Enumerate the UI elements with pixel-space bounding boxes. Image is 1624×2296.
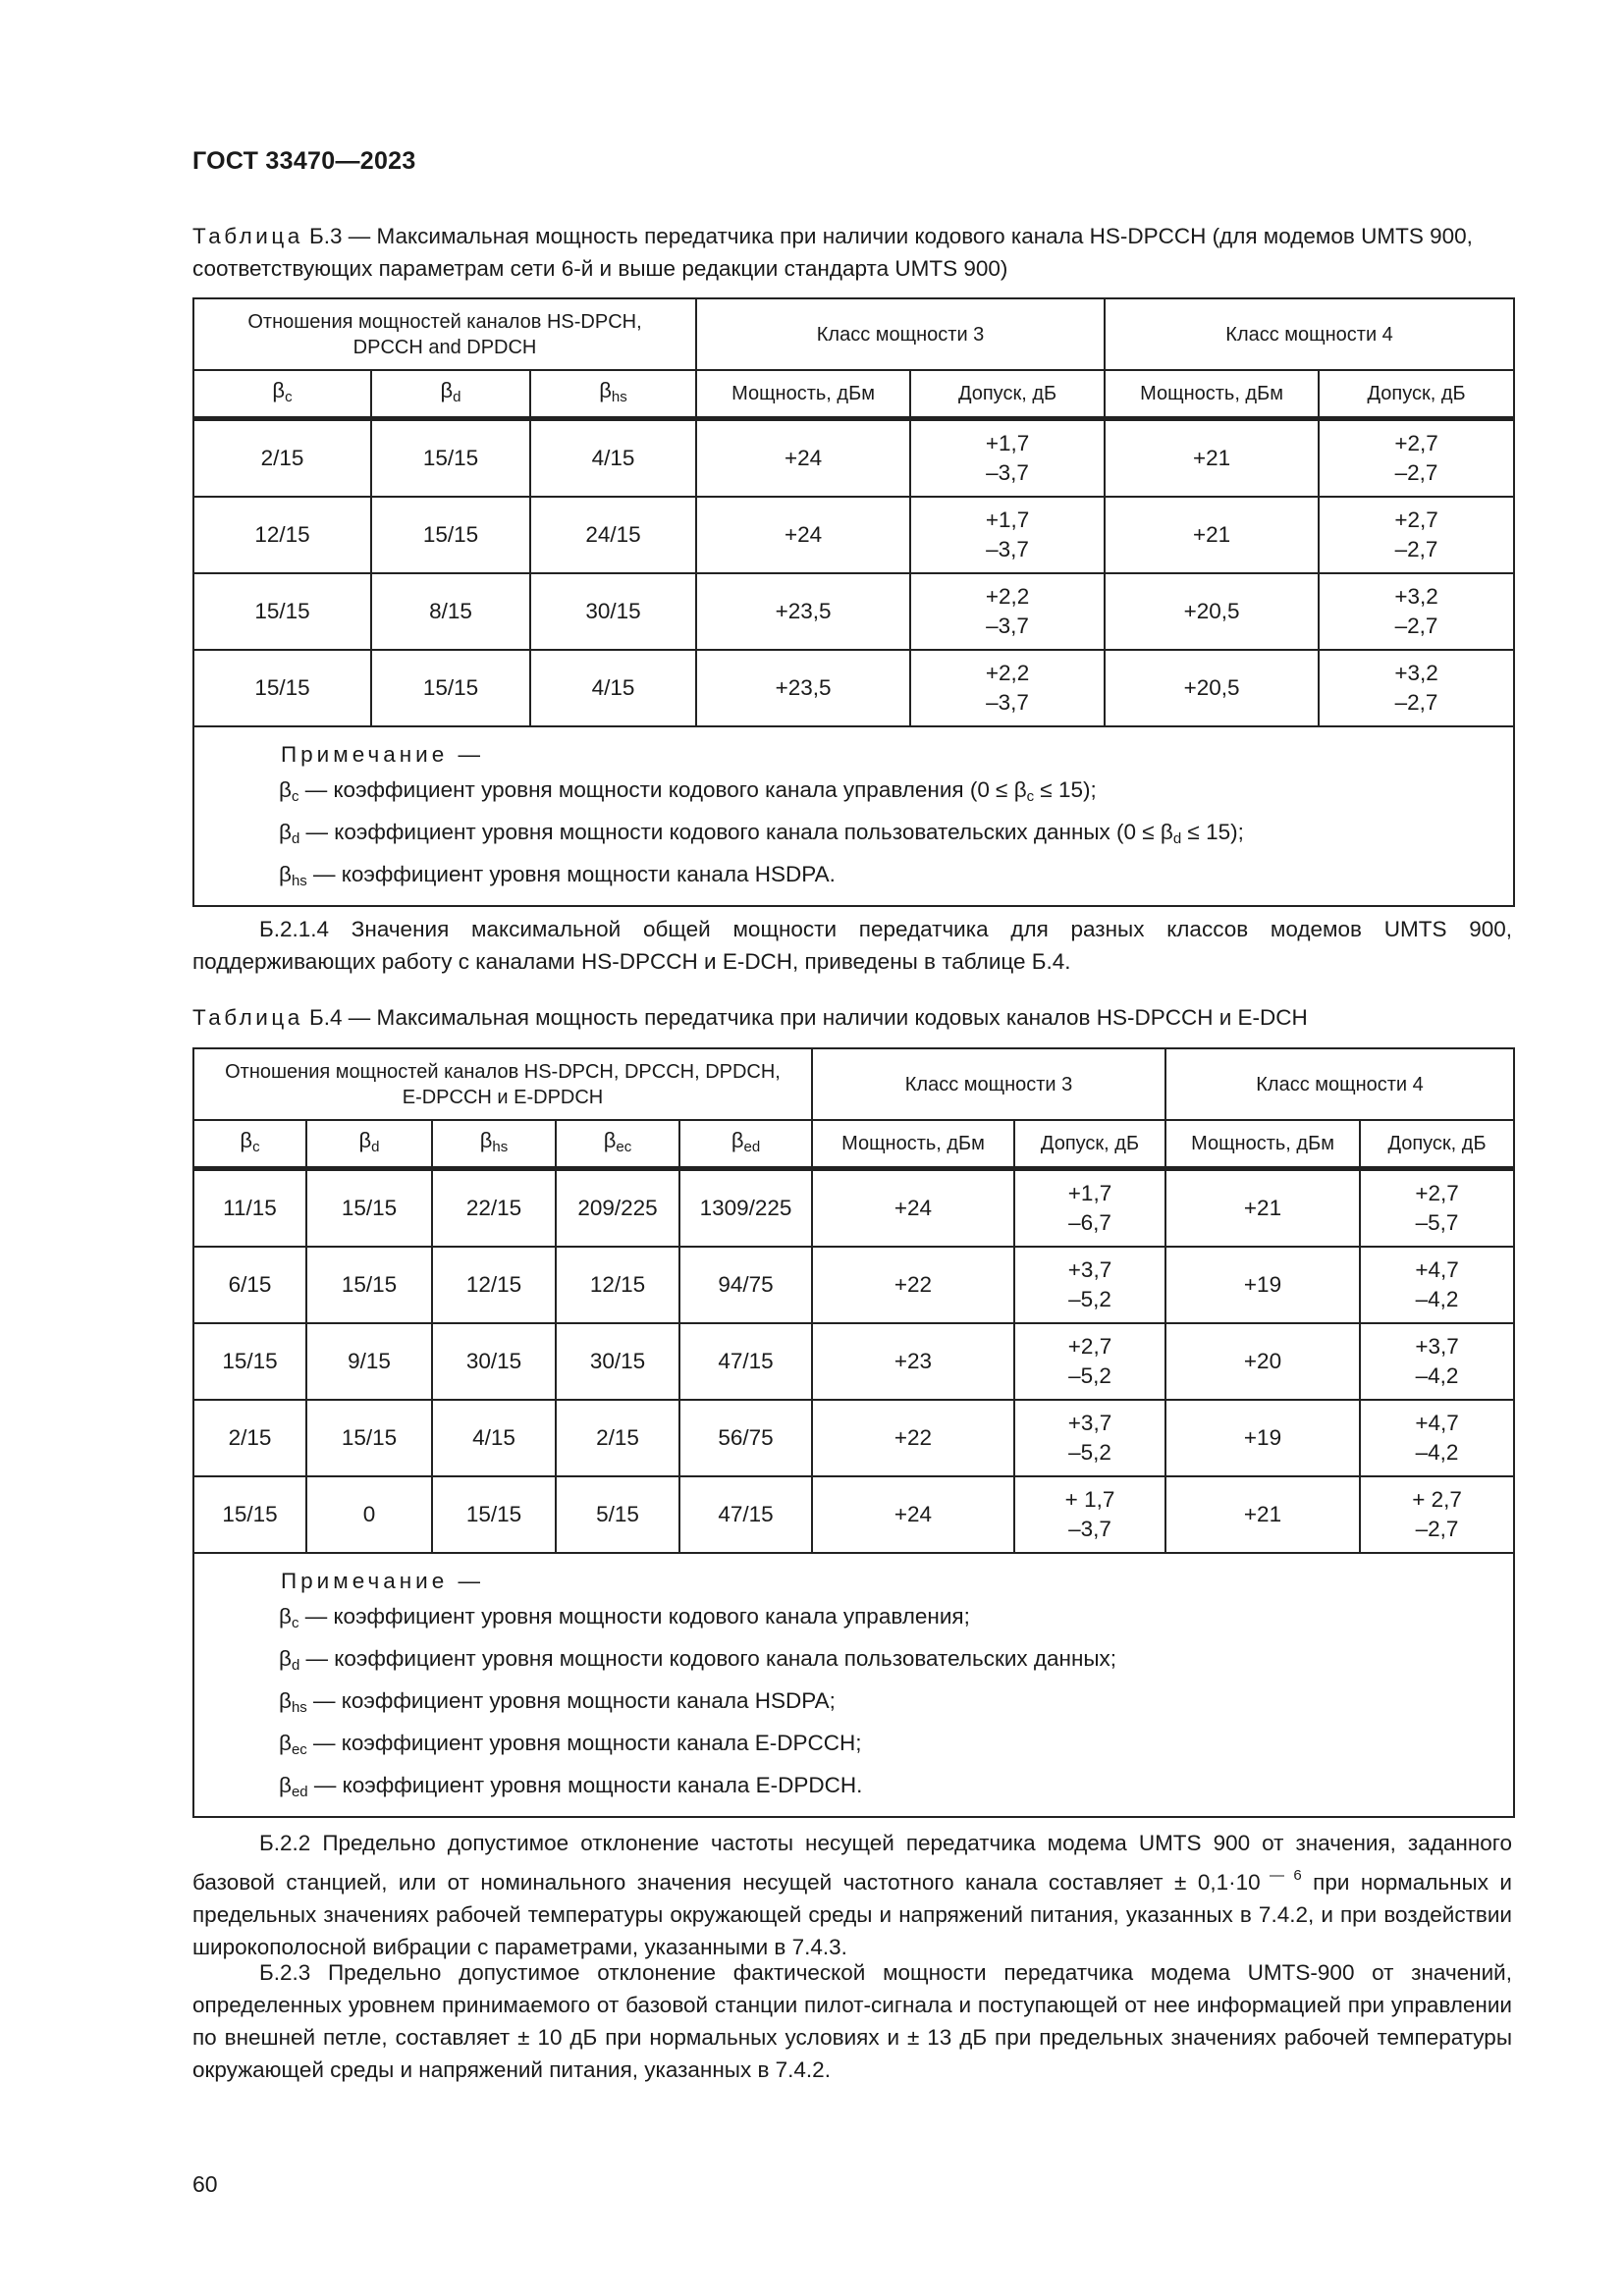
col-beta-c: $\beta_c$ (193, 370, 371, 419)
table-row: 15/15 15/15 4/15 +23,5 +2,2 –3,7 +20,5 +3,2 –2,7 (193, 650, 1514, 726)
table-b3 (192, 297, 1515, 907)
table-row: 11/15 15/15 22/15 209/225 1309/225 +24 +1,7 –6,7 +21 +2,7 –5,7 (193, 1169, 1514, 1248)
caption-label: Таблица (192, 224, 303, 248)
document-header: ГОСТ 33470—2023 (192, 147, 416, 175)
note-line-beta-d: $\beta_d$ — коэффициент уровня мощности кодового канала пользовательских данных; (279, 1646, 1117, 1674)
col-power-3: Мощность, дБм (696, 370, 910, 419)
table-row: 2/15 15/15 4/15 +24 +1,7 –3,7 +21 +2,7 –2,7 (193, 419, 1514, 498)
paragraph-b-2-3: Б.2.3 Предельно допустимое отклонение фактической мощности передатчика модема UMTS-900 от значений, определенных уровнем принимаемого от базовой станции пилот-сигнала и поступающей от нее информацией при управлении по внешней петле, составляет ± 10 дБ при нормальных условиях и ± 13 дБ при предельных значениях рабочей температуры окружающей среды и напряжений питания, указанных в 7.4.2. (192, 1960, 1512, 2082)
caption-text: Б.4 — Максимальная мощность передатчика при наличии кодовых каналов HS-DPCCH и E-DCH (302, 1005, 1308, 1030)
table-b4-note (193, 1553, 1514, 1817)
note-title: Примечание — (281, 1569, 484, 1593)
table-b4-caption (192, 1001, 1512, 1034)
note-line-beta-ed: $\beta_{ed}$ — коэффициент уровня мощности канала E-DPDCH. (279, 1773, 863, 1800)
table-b4 (192, 1047, 1515, 1818)
group-header-class4: Класс мощности 4 (1165, 1048, 1514, 1120)
col-tolerance-4: Допуск, дБ (1319, 370, 1514, 419)
group-header-class3: Класс мощности 3 (812, 1048, 1165, 1120)
group-header-class4: Класс мощности 4 (1105, 298, 1514, 370)
col-beta-hs: $\beta_{hs}$ (530, 370, 696, 419)
col-beta-c: $\beta_c$ (193, 1120, 306, 1169)
col-tolerance-3: Допуск, дБ (910, 370, 1105, 419)
col-tolerance-3: Допуск, дБ (1014, 1120, 1165, 1169)
col-beta-ed: $\beta_{ed}$ (679, 1120, 812, 1169)
caption-label: Таблица (192, 1005, 303, 1030)
table-row: 12/15 15/15 24/15 +24 +1,7 –3,7 +21 +2,7 –2,7 (193, 497, 1514, 573)
col-power-3: Мощность, дБм (812, 1120, 1014, 1169)
note-title: Примечание — (281, 742, 484, 767)
paragraph-b-2-2: Б.2.2 Предельно допустимое отклонение частоты несущей передатчика модема UMTS 900 от значения, заданного базовой станцией, или от номинального значения несущей частотного канала составляет ± 0,1·10 $^{— 6}$ при нормальных и предельных значениях рабочей температуры окружающей среды и напряжений питания, указанных в 7.4.2, и при воздействии широкополосной вибрации с параметрами, указанными в 7.4.3. (192, 1831, 1512, 1959)
table-row: 6/15 15/15 12/15 12/15 94/75 +22 +3,7 –5,2 +19 +4,7 –4,2 (193, 1247, 1514, 1323)
group-header-class3: Класс мощности 3 (696, 298, 1105, 370)
table-row: 15/15 0 15/15 5/15 47/15 +24 + 1,7 –3,7 +21 + 2,7 –2,7 (193, 1476, 1514, 1553)
col-beta-hs: $\beta_{hs}$ (432, 1120, 556, 1169)
note-line-beta-d: $\beta_d$ — коэффициент уровня мощности кодового канала пользовательских данных $(0 \le \beta_d \le 15)$; (279, 820, 1244, 847)
table-row: 15/15 8/15 30/15 +23,5 +2,2 –3,7 +20,5 +3,2 –2,7 (193, 573, 1514, 650)
paragraph-b-2-1-4: Б.2.1.4 Значения максимальной общей мощности передатчика для разных классов модемов UMTS 900, поддерживающих работу с каналами HS-DPCCH и E-DCH, приведены в таблице Б.4. (192, 917, 1512, 974)
table-row: 15/15 9/15 30/15 30/15 47/15 +23 +2,7 –5,2 +20 +3,7 –4,2 (193, 1323, 1514, 1400)
note-line-beta-c: $\beta_c$ — коэффициент уровня мощности кодового канала управления; (279, 1604, 970, 1631)
table-row: 2/15 15/15 4/15 2/15 56/75 +22 +3,7 –5,2 +19 +4,7 –4,2 (193, 1400, 1514, 1476)
page-number: 60 (192, 2171, 218, 2197)
note-line-beta-c: $\beta_c$ — коэффициент уровня мощности кодового канала управления $(0 \le \beta_c \le 15)$; (279, 777, 1097, 805)
note-line-beta-ec: $\beta_{ec}$ — коэффициент уровня мощности канала E-DPCCH; (279, 1731, 862, 1758)
group-header-ratios: Отношения мощностей каналов HS-DPCH, DPCCH, DPDCH, E-DPCCH и E-DPDCH (193, 1048, 812, 1120)
col-beta-ec: $\beta_{ec}$ (556, 1120, 679, 1169)
col-power-4: Мощность, дБм (1165, 1120, 1360, 1169)
col-power-4: Мощность, дБм (1105, 370, 1319, 419)
caption-text: Б.3 — Максимальная мощность передатчика при наличии кодового канала HS-DPCCH (для модемов UMTS 900, соответствующих параметрам сети 6-й и выше редакции стандарта UMTS 900) (192, 224, 1473, 281)
note-line-beta-hs: $\beta_{hs}$ — коэффициент уровня мощности канала HSDPA; (279, 1688, 836, 1716)
col-beta-d: $\beta_d$ (371, 370, 530, 419)
table-b3-note (193, 726, 1514, 906)
group-header-ratios: Отношения мощностей каналов HS-DPCH, DPCCH and DPDCH (193, 298, 696, 370)
col-tolerance-4: Допуск, дБ (1360, 1120, 1514, 1169)
table-b3-caption (192, 220, 1512, 285)
col-beta-d: $\beta_d$ (306, 1120, 432, 1169)
note-line-beta-hs: $\beta_{hs}$ — коэффициент уровня мощности канала HSDPA. (279, 862, 836, 889)
